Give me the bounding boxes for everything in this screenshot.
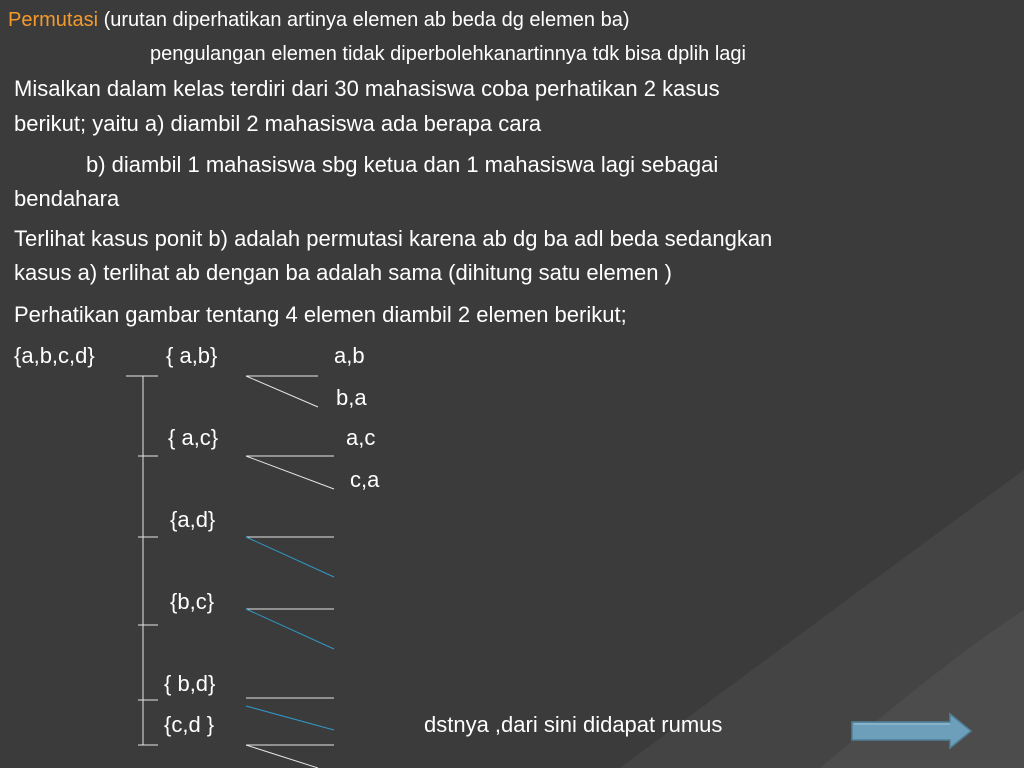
pair-ac-label: { a,c} xyxy=(168,425,219,450)
paragraph-3-line-1: Terlihat kasus ponit b) adalah permutasi karena ab dg ba adl beda sedangkan xyxy=(14,226,773,251)
tree-root-label: {a,b,c,d} xyxy=(14,343,95,368)
paragraph-4: Perhatikan gambar tentang 4 elemen diambil 2 elemen berikut; xyxy=(14,302,627,327)
pair-cd-label: {c,d } xyxy=(164,712,215,737)
order-ba-label: b,a xyxy=(336,385,367,410)
paragraph-2-line-2: bendahara xyxy=(14,186,120,211)
pair-ab-label: { a,b} xyxy=(166,343,218,368)
header-line-2: pengulangan elemen tidak diperbolehkanartinnya tdk bisa dplih lagi xyxy=(150,43,746,65)
order-ac-label: a,c xyxy=(346,425,376,450)
paragraph-2-line-1: b) diambil 1 mahasiswa sbg ketua dan 1 mahasiswa lagi sebagai xyxy=(86,152,719,177)
paragraph-1-line-1: Misalkan dalam kelas terdiri dari 30 mahasiswa coba perhatikan 2 kasus xyxy=(14,76,720,101)
header-definition: (urutan diperhatikan artinya elemen ab beda dg elemen ba) xyxy=(103,9,630,31)
paragraph-1-line-2: berikut; yaitu a) diambil 2 mahasiswa ada berapa cara xyxy=(14,111,542,136)
pair-ad-label: {a,d} xyxy=(170,507,216,532)
continuation-text: dstnya ,dari sini didapat rumus xyxy=(424,712,723,737)
paragraph-3-line-2: kasus a) terlihat ab dengan ba adalah sama (dihitung satu elemen ) xyxy=(14,260,672,285)
pair-bd-label: { b,d} xyxy=(164,671,216,696)
order-ab-label: a,b xyxy=(334,343,365,368)
slide-title: Permutasi xyxy=(8,9,99,31)
pair-bc-label: {b,c} xyxy=(170,589,215,614)
order-ca-label: c,a xyxy=(350,467,380,492)
right-arrow-icon[interactable] xyxy=(850,712,974,750)
